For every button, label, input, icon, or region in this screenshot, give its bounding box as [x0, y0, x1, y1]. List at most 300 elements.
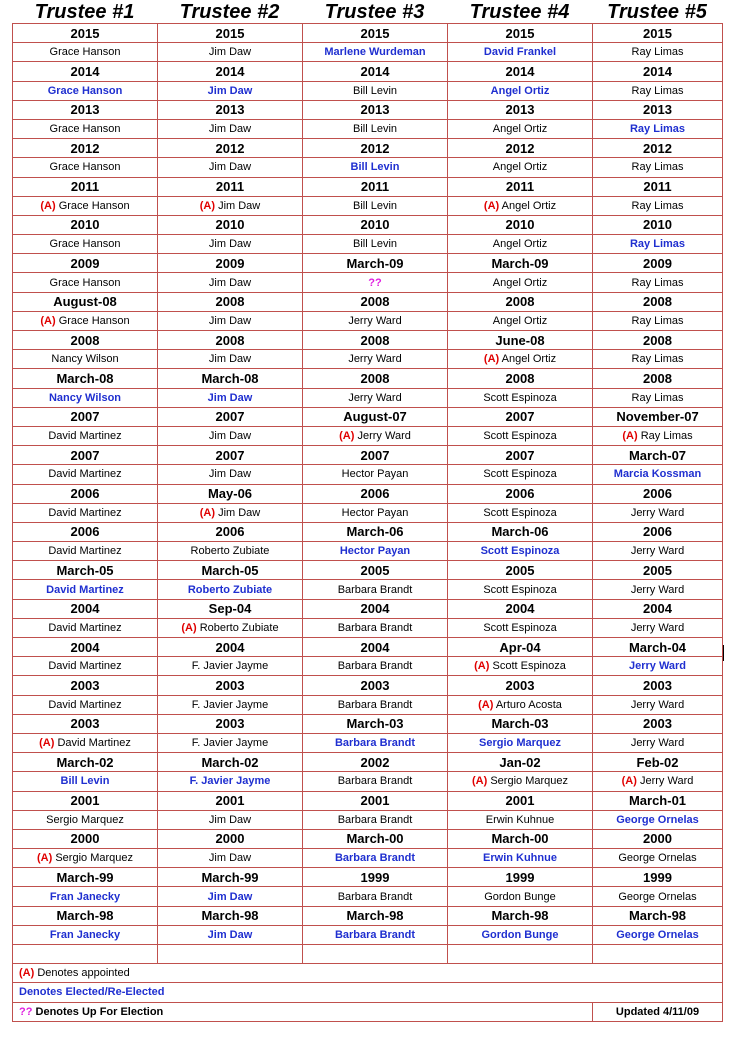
year-cell: March-06	[448, 522, 593, 541]
trustee-name: David Martinez	[48, 506, 122, 519]
trustee-name-cell	[593, 158, 723, 177]
trustee-name: Angel Ortiz	[492, 276, 548, 289]
year-row	[13, 331, 723, 350]
trustee-name-cell	[13, 158, 158, 177]
year-cell: 2006	[448, 484, 593, 503]
trustee-name: Arturo Acosta	[495, 698, 562, 711]
appointed-marker: (A)	[40, 314, 56, 327]
trustee-name-cell	[13, 580, 158, 599]
trustee-name-cell	[158, 196, 303, 215]
trustee-name: Nancy Wilson	[48, 391, 122, 404]
trustee-name: Bill Levin	[352, 238, 398, 251]
trustee-name: Angel Ortiz	[492, 238, 548, 251]
year-cell: 2006	[593, 484, 723, 503]
trustee-name-cell	[13, 81, 158, 100]
trustee-name: Bill Levin	[350, 161, 400, 174]
name-row	[13, 273, 723, 292]
year-row	[13, 369, 723, 388]
appointed-marker: (A)	[181, 621, 197, 634]
trustee-name-cell	[13, 695, 158, 714]
name-row	[13, 119, 723, 138]
trustee-name-cell	[593, 196, 723, 215]
year-cell: March-98	[303, 906, 448, 925]
year-cell: August-08	[13, 292, 158, 311]
trustee-name-cell	[448, 849, 593, 868]
trustee-name-cell	[593, 810, 723, 829]
trustee-name: Grace Hanson	[49, 46, 121, 59]
year-cell: 2015	[448, 24, 593, 43]
appointed-marker: (A)	[199, 506, 216, 519]
trustee-name: Marcia Kossman	[613, 468, 702, 481]
trustee-name: Jim Daw	[208, 852, 252, 865]
trustee-name: Roberto Zubiate	[187, 583, 273, 596]
trustee-name-cell	[448, 695, 593, 714]
trustee-name: Bill Levin	[60, 775, 110, 788]
trustee-name: Ray Limas	[631, 46, 684, 59]
year-cell: 2003	[448, 676, 593, 695]
column-header-2: Trustee #2	[179, 1, 280, 23]
trustee-name: Angel Ortiz	[501, 199, 557, 212]
trustee-name: Jerry Ward	[348, 314, 402, 327]
year-cell: 2012	[303, 139, 448, 158]
trustee-name: David Martinez	[48, 468, 122, 481]
trustee-name: Jim Daw	[207, 391, 253, 404]
trustee-name-cell	[593, 43, 723, 62]
year-cell: 2015	[303, 24, 448, 43]
year-cell: 2010	[448, 215, 593, 234]
year-cell: March-98	[593, 906, 723, 925]
trustee-name-cell	[13, 273, 158, 292]
trustee-name-cell	[303, 81, 448, 100]
trustee-name-cell	[593, 925, 723, 944]
year-cell: Feb-02	[593, 753, 723, 772]
year-cell: March-05	[158, 561, 303, 580]
trustee-name-cell	[13, 772, 158, 791]
trustee-name: David Martinez	[48, 545, 122, 558]
trustee-name-cell	[158, 810, 303, 829]
year-cell: March-01	[593, 791, 723, 810]
year-cell: 2001	[448, 791, 593, 810]
trustee-name-cell	[593, 81, 723, 100]
trustee-name: David Martinez	[57, 737, 131, 750]
trustee-name-cell	[158, 81, 303, 100]
appointed-marker: (A)	[483, 353, 500, 366]
legend-up-for-election	[13, 1002, 723, 1021]
name-row	[13, 388, 723, 407]
year-cell: 2007	[13, 407, 158, 426]
name-row	[13, 695, 723, 714]
year-cell: 2008	[303, 331, 448, 350]
trustee-name-cell	[303, 311, 448, 330]
year-cell: 2009	[13, 254, 158, 273]
year-cell: 2003	[158, 714, 303, 733]
year-cell: 2004	[448, 599, 593, 618]
year-cell: March-02	[13, 753, 158, 772]
year-cell: March-98	[448, 906, 593, 925]
trustee-name-cell	[448, 657, 593, 676]
trustee-name-cell	[158, 657, 303, 676]
trustee-name-cell	[158, 772, 303, 791]
trustee-name-cell	[303, 119, 448, 138]
trustee-name-cell	[303, 772, 448, 791]
year-cell: 2013	[13, 100, 158, 119]
trustee-name-cell	[158, 426, 303, 445]
trustee-name-cell	[13, 43, 158, 62]
trustee-name: Hector Payan	[339, 545, 411, 558]
trustee-name: Jim Daw	[208, 468, 252, 481]
trustee-name-cell	[448, 158, 593, 177]
year-cell: 2006	[13, 522, 158, 541]
trustee-name: Barbara Brandt	[334, 928, 416, 941]
year-cell: 2013	[303, 100, 448, 119]
column-header-1: Trustee #1	[34, 1, 135, 23]
year-row	[13, 599, 723, 618]
year-cell: 2014	[303, 62, 448, 81]
trustee-name-cell	[448, 733, 593, 752]
trustee-name-cell	[593, 350, 723, 369]
trustee-name: Jim Daw	[208, 161, 252, 174]
year-cell: November-07	[593, 407, 723, 426]
year-cell: March-08	[158, 369, 303, 388]
trustee-name-cell	[593, 618, 723, 637]
year-cell: March-98	[158, 906, 303, 925]
trustee-name: Jim Daw	[208, 276, 252, 289]
trustee-name: Jim Daw	[218, 199, 261, 212]
trustee-name-cell	[448, 580, 593, 599]
trustee-name-cell	[303, 887, 448, 906]
trustee-name: Jim Daw	[207, 890, 253, 903]
year-cell: March-00	[448, 829, 593, 848]
name-row	[13, 43, 723, 62]
year-row	[13, 100, 723, 119]
upfor-text: Denotes Up For Election	[35, 1005, 164, 1018]
year-cell: 2007	[13, 446, 158, 465]
year-cell: 2004	[13, 599, 158, 618]
trustee-name: Nancy Wilson	[51, 353, 119, 366]
trustee-name-cell	[13, 503, 158, 522]
year-cell: 2008	[593, 331, 723, 350]
trustee-name-cell	[158, 235, 303, 254]
year-row	[13, 906, 723, 925]
trustee-name-cell	[448, 388, 593, 407]
trustee-name: Sergio Marquez	[55, 852, 133, 865]
trustee-name-cell	[303, 465, 448, 484]
trustee-name-cell	[448, 618, 593, 637]
year-cell: 2008	[303, 369, 448, 388]
trustee-name-cell	[448, 810, 593, 829]
year-cell: March-09	[448, 254, 593, 273]
trustee-name: Ray Limas	[631, 199, 684, 212]
year-cell: 2008	[448, 369, 593, 388]
year-cell: 2006	[593, 522, 723, 541]
appointed-marker: (A)	[474, 660, 490, 673]
trustee-name: Jim Daw	[208, 314, 252, 327]
trustee-name-cell	[158, 503, 303, 522]
trustee-name-cell	[303, 350, 448, 369]
trustee-name-cell	[158, 849, 303, 868]
legend-elected	[13, 983, 723, 1002]
trustee-name: F. Javier Jayme	[191, 660, 269, 673]
year-cell: March-03	[303, 714, 448, 733]
trustee-name: David Martinez	[48, 698, 122, 711]
trustee-name: Grace Hanson	[58, 314, 130, 327]
trustee-name: Barbara Brandt	[334, 737, 416, 750]
appointed-marker: (A)	[621, 775, 637, 788]
year-cell: 1999	[303, 868, 448, 887]
trustee-name: Jim Daw	[208, 46, 252, 59]
name-row	[13, 849, 723, 868]
trustee-name-cell	[303, 695, 448, 714]
upfor-marker: ??	[19, 1005, 33, 1018]
appointed-marker: (A)	[40, 199, 56, 212]
trustee-name: George Ornelas	[616, 813, 699, 826]
year-cell: 2000	[13, 829, 158, 848]
trustee-name: Hector Payan	[341, 506, 409, 519]
trustee-name: Jerry Ward	[639, 775, 694, 788]
trustee-name-cell	[593, 311, 723, 330]
year-cell: 2010	[593, 215, 723, 234]
trustee-name: F. Javier Jayme	[191, 737, 269, 750]
year-cell: March-08	[13, 369, 158, 388]
trustee-name-cell	[158, 618, 303, 637]
year-cell: 2006	[303, 484, 448, 503]
year-cell: 2014	[448, 62, 593, 81]
trustee-name: Jim Daw	[208, 123, 252, 136]
trustee-name: Jerry Ward	[628, 660, 687, 673]
name-row	[13, 887, 723, 906]
trustee-name: Jerry Ward	[630, 545, 685, 558]
trustee-name-cell	[13, 810, 158, 829]
year-row	[13, 753, 723, 772]
year-cell: 2014	[593, 62, 723, 81]
trustee-name-cell	[303, 273, 448, 292]
trustee-name-cell	[593, 849, 723, 868]
year-row	[13, 177, 723, 196]
trustee-name: Gordon Bunge	[484, 890, 556, 903]
trustee-name-cell	[593, 695, 723, 714]
trustee-name: Jerry Ward	[348, 353, 402, 366]
trustee-name-cell	[303, 925, 448, 944]
year-row	[13, 62, 723, 81]
year-cell: 2015	[158, 24, 303, 43]
name-row	[13, 350, 723, 369]
trustee-name: Ray Limas	[631, 391, 684, 404]
name-row	[13, 81, 723, 100]
trustee-name: Angel Ortiz	[492, 123, 548, 136]
year-cell: 2003	[593, 676, 723, 695]
year-cell: 2008	[158, 331, 303, 350]
trustee-name: Jerry Ward	[357, 430, 411, 443]
year-row	[13, 215, 723, 234]
trustee-name-cell	[303, 542, 448, 561]
trustee-name-cell	[13, 388, 158, 407]
trustee-name-cell	[303, 580, 448, 599]
text-cursor	[723, 645, 724, 661]
trustee-name-cell	[13, 657, 158, 676]
year-row	[13, 446, 723, 465]
trustee-name-cell	[13, 426, 158, 445]
trustee-name-cell	[448, 273, 593, 292]
name-row	[13, 235, 723, 254]
trustee-name-cell	[593, 119, 723, 138]
trustee-name: Barbara Brandt	[337, 621, 413, 634]
trustee-name: Sergio Marquez	[479, 737, 561, 750]
trustee-name-cell	[448, 196, 593, 215]
trustee-name-cell	[158, 43, 303, 62]
name-row	[13, 196, 723, 215]
trustee-name: Hector Payan	[341, 468, 409, 481]
trustee-name: Grace Hanson	[49, 276, 121, 289]
name-row	[13, 426, 723, 445]
trustee-name: ??	[368, 276, 382, 289]
trustee-name-cell	[448, 887, 593, 906]
trustee-name-cell	[593, 235, 723, 254]
trustee-name: Scott Espinoza	[483, 468, 557, 481]
trustee-name: Jerry Ward	[348, 391, 402, 404]
trustee-name-cell	[303, 426, 448, 445]
name-row	[13, 465, 723, 484]
year-cell: 2013	[448, 100, 593, 119]
trustee-name-cell	[13, 925, 158, 944]
year-cell: March-99	[13, 868, 158, 887]
year-cell: 2004	[303, 599, 448, 618]
year-cell: 2008	[13, 331, 158, 350]
column-header-5: Trustee #5	[607, 1, 707, 23]
trustee-name: Jim Daw	[208, 353, 252, 366]
legend	[13, 945, 723, 1022]
year-cell: March-09	[303, 254, 448, 273]
year-row	[13, 829, 723, 848]
trustee-name: Grace Hanson	[49, 123, 121, 136]
name-row	[13, 542, 723, 561]
trustee-name-cell	[593, 465, 723, 484]
trustee-name-cell	[448, 465, 593, 484]
year-cell: 2001	[303, 791, 448, 810]
trustee-name-cell	[593, 388, 723, 407]
year-cell: March-00	[303, 829, 448, 848]
trustee-name-cell	[303, 849, 448, 868]
year-cell: 2011	[448, 177, 593, 196]
name-row	[13, 657, 723, 676]
appointed-marker: (A)	[339, 430, 355, 443]
year-row	[13, 484, 723, 503]
trustee-name-cell	[13, 618, 158, 637]
year-cell: Sep-04	[158, 599, 303, 618]
trustee-name: Angel Ortiz	[492, 314, 548, 327]
name-row	[13, 503, 723, 522]
year-cell: March-03	[448, 714, 593, 733]
year-cell: March-05	[13, 561, 158, 580]
updated-date: Updated 4/11/09	[593, 1002, 723, 1021]
trustee-name: Grace Hanson	[47, 84, 123, 97]
trustee-name-cell	[593, 772, 723, 791]
year-row	[13, 714, 723, 733]
year-cell: 2011	[303, 177, 448, 196]
year-cell: 2012	[593, 139, 723, 158]
trustee-name-cell	[303, 158, 448, 177]
name-row	[13, 158, 723, 177]
trustee-name-cell	[13, 235, 158, 254]
year-cell: 2008	[593, 292, 723, 311]
trustee-name-cell	[303, 657, 448, 676]
trustee-name: David Martinez	[48, 621, 122, 634]
year-cell: August-07	[303, 407, 448, 426]
year-cell: 2003	[13, 676, 158, 695]
year-row	[13, 868, 723, 887]
trustee-name-cell	[158, 388, 303, 407]
year-cell: 2004	[593, 599, 723, 618]
trustee-name-cell	[158, 887, 303, 906]
trustee-name: Jerry Ward	[630, 698, 685, 711]
year-cell: 2001	[158, 791, 303, 810]
trustee-name: Ray Limas	[631, 161, 684, 174]
trustee-name-cell	[158, 273, 303, 292]
year-cell: 2000	[593, 829, 723, 848]
trustee-name-cell	[303, 810, 448, 829]
year-cell: 2007	[303, 446, 448, 465]
year-cell: 2001	[13, 791, 158, 810]
trustee-name-cell	[13, 887, 158, 906]
trustee-name-cell	[593, 503, 723, 522]
year-row	[13, 522, 723, 541]
year-cell: March-99	[158, 868, 303, 887]
trustee-name-cell	[303, 43, 448, 62]
trustee-name: Sergio Marquez	[46, 813, 124, 826]
trustee-name: Barbara Brandt	[337, 775, 413, 788]
trustee-name-cell	[13, 849, 158, 868]
name-row	[13, 618, 723, 637]
trustee-name-cell	[158, 158, 303, 177]
trustee-name: David Martinez	[48, 660, 122, 673]
year-cell: 2008	[593, 369, 723, 388]
trustee-name: Scott Espinoza	[492, 660, 566, 673]
trustee-name: Gordon Bunge	[481, 928, 559, 941]
trustee-name: Roberto Zubiate	[199, 621, 279, 634]
name-row	[13, 772, 723, 791]
trustee-name: George Ornelas	[616, 928, 699, 941]
trustee-name-cell	[303, 235, 448, 254]
year-cell: March-07	[593, 446, 723, 465]
year-cell: 2009	[158, 254, 303, 273]
trustee-name: Roberto Zubiate	[190, 545, 270, 558]
year-row	[13, 254, 723, 273]
year-cell: March-98	[13, 906, 158, 925]
column-header-3: Trustee #3	[324, 1, 425, 23]
trustee-name: Grace Hanson	[49, 238, 121, 251]
trustee-name: Bill Levin	[352, 123, 398, 136]
appointed-marker: (A)	[199, 199, 216, 212]
year-cell: 2003	[303, 676, 448, 695]
trustee-name: Ray Limas	[631, 276, 684, 289]
year-cell: 2007	[158, 407, 303, 426]
trustee-name-cell	[13, 350, 158, 369]
year-cell: 2011	[593, 177, 723, 196]
trustee-name: Ray Limas	[629, 123, 686, 136]
year-cell: 2008	[303, 292, 448, 311]
year-cell: 2012	[448, 139, 593, 158]
appointed-marker: (A)	[478, 698, 494, 711]
year-cell: March-02	[158, 753, 303, 772]
trustee-name: Erwin Kuhnue	[485, 813, 555, 826]
elected-text: Denotes Elected/Re-Elected	[19, 986, 165, 999]
trustee-name: Ray Limas	[631, 314, 684, 327]
trustee-name: Jim Daw	[207, 84, 253, 97]
trustee-name: F. Javier Jayme	[191, 698, 269, 711]
year-cell: 2003	[158, 676, 303, 695]
trustee-name: Marlene Wurdeman	[324, 46, 426, 59]
trustee-name: Jerry Ward	[630, 583, 685, 596]
trustee-name-cell	[448, 350, 593, 369]
